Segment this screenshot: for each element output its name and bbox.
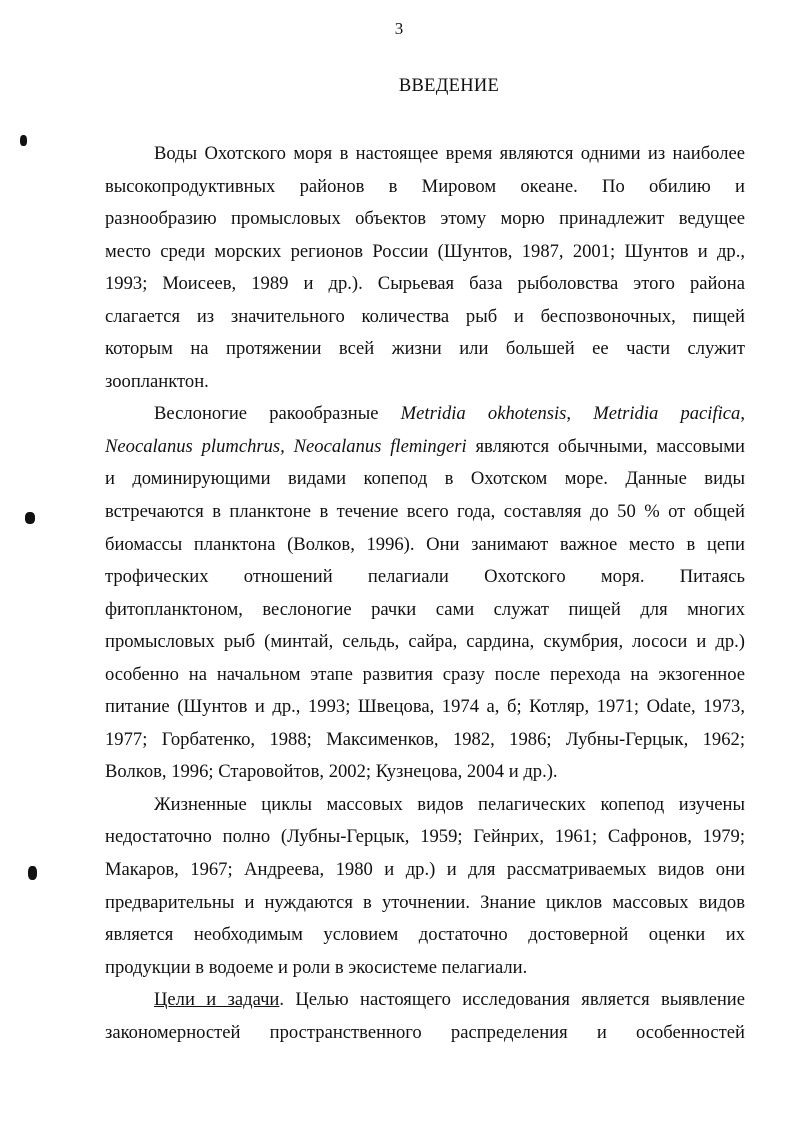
text-run: являются обычными, массовыми [466, 435, 745, 457]
paragraph [105, 138, 745, 398]
text-run: встречаются в планктоне в течение всего года, составляя до 50 % от общей [105, 501, 745, 523]
text-line [105, 333, 745, 366]
text-line [105, 561, 745, 594]
document-body [105, 138, 745, 1049]
text-line [105, 236, 745, 269]
text-run: недостаточно полно (Лубны-Герцык, 1959; Гейнрих, 1961; Сафронов, 1979; [105, 826, 745, 848]
text-run: Макаров, 1967; Андреева, 1980 и др.) и для рассматриваемых видов они [105, 859, 745, 881]
text-run: особенно на начальном этапе развития сразу после перехода на экзогенное [105, 663, 745, 685]
text-run: 1977; Горбатенко, 1988; Максименков, 1982, 1986; Лубны-Герцык, 1962; [105, 728, 745, 750]
text-run: предварительны и нуждаются в уточнении. Знание циклов массовых видов [105, 891, 745, 913]
text-line [105, 724, 745, 757]
text-run: питание (Шунтов и др., 1993; Швецова, 1974 а, б; Котляр, 1971; Odate, 1973, [105, 696, 745, 718]
text-run: является необходимым условием достаточно достоверной оценки их [105, 924, 745, 946]
text-run: , [566, 403, 594, 425]
text-line [105, 203, 745, 236]
text-run: трофических отношений пелагиали Охотского моря. Питаясь [105, 566, 745, 588]
text-run: Веслоногие ракообразные [154, 403, 401, 425]
text-run: которым на протяжении всей жизни или большей ее части служит [105, 338, 745, 360]
text-line [105, 854, 745, 887]
text-line [105, 626, 745, 659]
scan-speck [20, 135, 27, 146]
paragraph [105, 398, 745, 789]
text-line [105, 171, 745, 204]
text-line [105, 984, 745, 1017]
text-run: , [740, 403, 746, 425]
text-line [105, 463, 745, 496]
text-run: фитопланктоном, веслоногие рачки сами служат пищей для многих [105, 598, 745, 620]
text-run: . Целью настоящего исследования является выявление [279, 989, 745, 1011]
text-line [105, 659, 745, 692]
text-run: биомассы планктона (Волков, 1996). Они занимают важное место в цепи [105, 533, 745, 555]
text-run: зоопланктон. [105, 370, 209, 392]
text-line [105, 529, 745, 562]
text-line [105, 919, 745, 952]
text-line [105, 789, 745, 822]
text-run: Воды Охотского моря в настоящее время являются одними из наиболее [154, 143, 745, 164]
text-run: разнообразию промысловых объектов этому морю принадлежит ведущее [105, 208, 745, 230]
text-run: место среди морских регионов России (Шунтов, 1987, 2001; Шунтов и др., [105, 240, 745, 262]
section-heading: ВВЕДЕНИЕ [398, 76, 500, 96]
text-run: Волков, 1996; Старовойтов, 2002; Кузнецова, 2004 и др.). [105, 761, 558, 783]
text-run: 1993; Моисеев, 1989 и др.). Сырьевая база рыболовства этого района [105, 273, 745, 295]
species-name: Metridia pacifica [593, 403, 741, 425]
text-line [105, 821, 745, 854]
text-line [105, 366, 745, 399]
text-run: слагается из значительного количества рыб и беспозвоночных, пищей [105, 305, 745, 327]
text-run: закономерностей пространственного распределения и особенностей [105, 1021, 745, 1043]
text-line [105, 887, 745, 920]
text-line [105, 496, 745, 529]
text-run: и доминирующими видами копепод в Охотском море. Данные виды [105, 468, 745, 490]
underlined-heading: Цели и задачи [154, 989, 280, 1011]
paragraph [105, 789, 745, 984]
text-line [105, 431, 745, 464]
text-run: промысловых рыб (минтай, сельдь, сайра, сардина, скумбрия, лососи и др.) [105, 631, 745, 653]
text-line [105, 301, 745, 334]
page-number: 3 [394, 19, 404, 38]
scan-speck [25, 512, 35, 524]
text-line [105, 594, 745, 627]
text-line [105, 691, 745, 724]
text-run: продукции в водоеме и роли в экосистеме пелагиали. [105, 956, 528, 978]
text-line [105, 398, 745, 431]
text-run: высокопродуктивных районов в Мировом океане. По обилию и [105, 175, 745, 197]
text-line [105, 1017, 745, 1050]
text-line [105, 268, 745, 301]
text-run: Жизненные циклы массовых видов пелагических копепод изучены [154, 793, 745, 815]
text-line [105, 952, 745, 985]
text-line [105, 756, 745, 789]
scan-speck [28, 866, 37, 880]
text-line [105, 138, 745, 171]
species-name: Neocalanus plumchrus, Neocalanus flemingeri [105, 435, 467, 457]
paragraph [105, 984, 745, 1049]
species-name: Metridia okhotensis [400, 403, 567, 425]
